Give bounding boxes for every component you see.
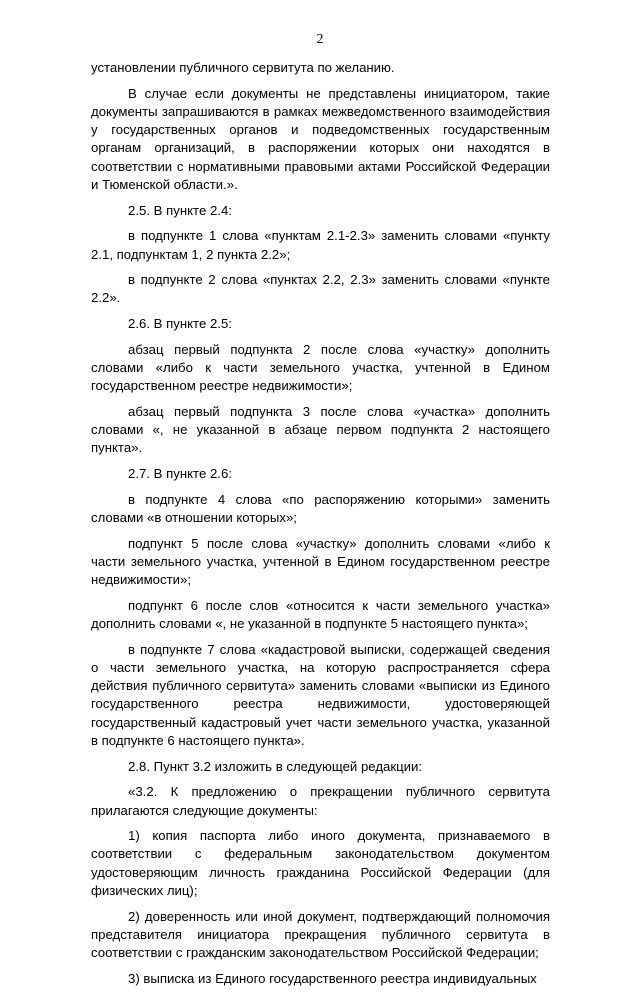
paragraph: установлении публичного сервитута по желанию. [91, 60, 395, 75]
paragraph: абзац первый подпункта 3 после слова «участка» дополнить словами «, не указанной в абзаце первом подпункта 2 настоящего пункта». [91, 403, 550, 456]
paragraph: «3.2. К предложению о прекращении публичного сервитута прилагаются следующие документы: [91, 784, 550, 818]
paragraph: В случае если документы не представлены инициатором, такие документы запрашиваются в рамках межведомственного взаимодействия у государственных органов и подведомственных государственным органам организаций, в распоряжении которых они находятся в соответствии с нормативными правовыми актами Российской Федерации и Тюменской области.». [91, 85, 550, 193]
paragraph: 2) доверенность или иной документ, подтверждающий полномочия представителя инициатора прекращения публичного сервитута в соответствии с гражданским законодательством Российской Федерации; [91, 908, 550, 961]
paragraph: подпункт 5 после слова «участку» дополнить словами «либо к части земельного участка, учтенной в Едином государственном реестре недвижимости»; [91, 535, 550, 588]
paragraph: 2.5. В пункте 2.4: [128, 202, 232, 218]
paragraph: 2.8. Пункт 3.2 изложить в следующей редакции: [128, 758, 423, 774]
paragraph: в подпункте 1 слова «пунктам 2.1-2.3» заменить словами «пункту 2.1, подпунктам 1, 2 пункта 2.2»; [91, 228, 550, 262]
paragraph: 2.6. В пункте 2.5: [128, 316, 232, 332]
document-body [91, 59, 550, 995]
paragraph: в подпункте 4 слова «по распоряжению которыми» заменить словами «в отношении которых»; [91, 491, 550, 525]
paragraph: подпункт 6 после слов «относится к части земельного участка» дополнить словами «, не указанной в подпункте 5 настоящего пункта»; [91, 597, 550, 631]
paragraph: 1) копия паспорта либо иного документа, признаваемого в соответствии с федеральным законодательством документом удостоверяющим личность гражданина Российской Федерации (для физических лиц); [91, 828, 550, 899]
paragraph: 2.7. В пункте 2.6: [128, 466, 232, 482]
page-number: 2 [316, 32, 324, 47]
paragraph: 3) выписка из Единого государственного реестра индивидуальных [128, 970, 537, 986]
paragraph: в подпункте 7 слова «кадастровой выписки, содержащей сведения о части земельного участка, на которую распространяется сфера действия публичного сервитута» заменить словами «выписки из Единого государственного реестра недвижимости, удостоверяющей государственный кадастровый учет части земельного участка, указанной в подпункте 6 настоящего пункта». [91, 641, 550, 749]
paragraph: абзац первый подпункта 2 после слова «участку» дополнить словами «либо к части земельного участка, учтенной в Едином государственном реестре недвижимости»; [91, 341, 550, 394]
paragraph: в подпункте 2 слова «пунктах 2.2, 2.3» заменить словами «пункте 2.2». [91, 272, 550, 306]
